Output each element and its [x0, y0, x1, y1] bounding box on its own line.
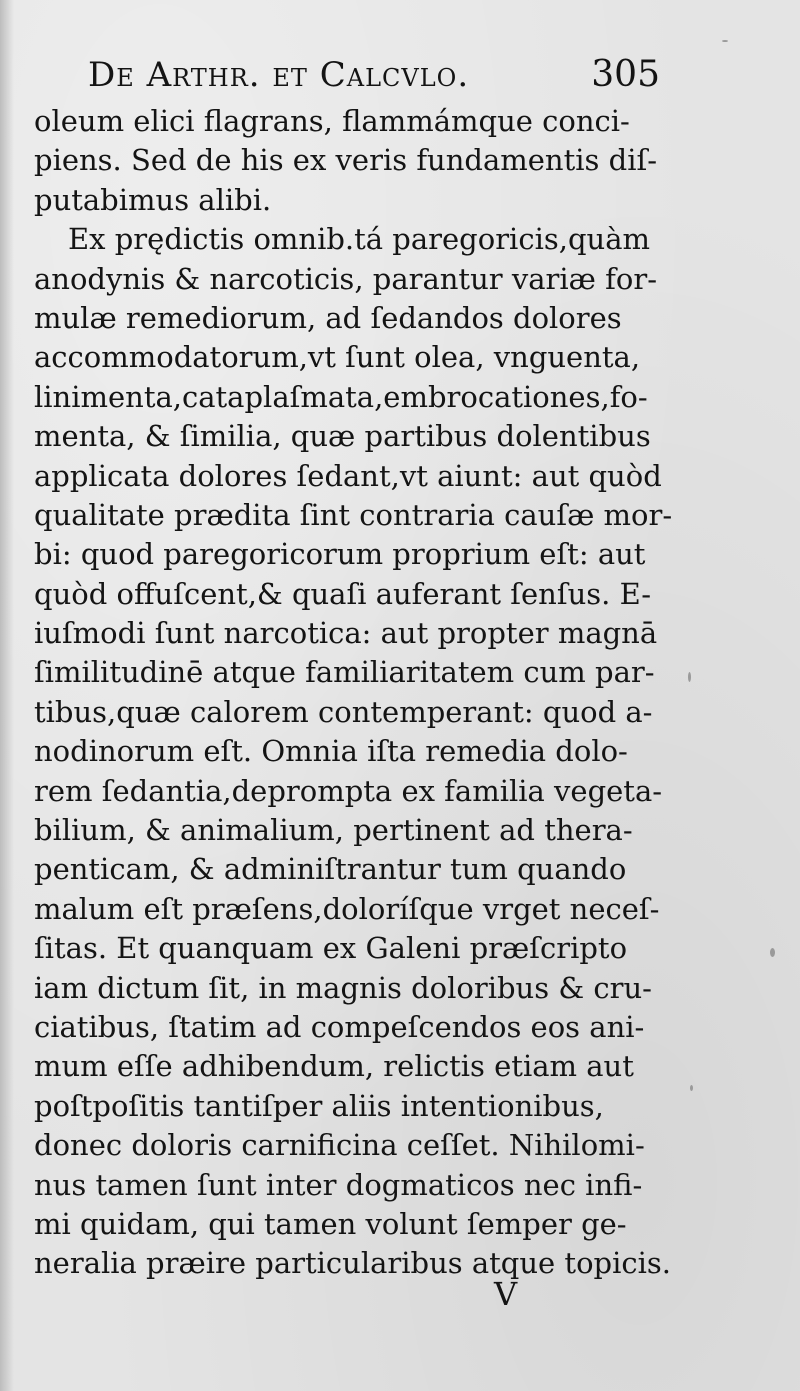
text-line: linimenta,cataplaſmata,embrocationes,fo-	[34, 379, 648, 414]
text-line: malum eſt præſens,doloríſque vrget neceſ-	[34, 891, 660, 926]
text-line: Ex prędictis omnib.tá paregoricis,quàm	[68, 222, 650, 257]
signature-mark: V	[494, 1275, 518, 1313]
text-line: penticam, & adminiſtrantur tum quando	[34, 852, 627, 887]
page-gutter-shadow	[0, 0, 14, 1391]
text-line: iuſmodi ſunt narcotica: aut propter magnā	[34, 616, 658, 651]
text-line: rem ſedantia,deprompta ex familia vegeta-	[34, 773, 663, 808]
page-number: 305	[591, 54, 660, 95]
text-line: anodynis & narcoticis, parantur variæ for-	[34, 261, 657, 296]
paper-speck	[722, 40, 728, 42]
paper-speck	[690, 1085, 693, 1091]
page-header	[88, 50, 660, 100]
text-line: tibus,quæ calorem contemperant: quod a-	[34, 694, 653, 729]
text-line: bi: quod paregoricorum proprium eſt: aut	[34, 537, 646, 572]
text-line: oleum elici flagrans, flammámque conci-	[34, 104, 630, 138]
text-line: menta, & ſimilia, quæ partibus dolentibus	[34, 419, 651, 454]
text-line: neralia præire particularibus atque topicis.	[34, 1246, 671, 1281]
text-line: accommodatorum,vt ſunt olea, vnguenta,	[34, 340, 641, 375]
text-line: mulæ remediorum, ad ſedandos dolores	[34, 300, 622, 335]
text-line: quòd offuſcent,& quaſi auferant ſenſus. E-	[34, 576, 652, 611]
text-line: piens. Sed de his ex veris fundamentis diſ-	[34, 143, 658, 178]
text-line: mum eſſe adhibendum, relictis etiam aut	[34, 1049, 634, 1084]
text-line: poſtpoſitis tantiſper aliis intentionibus,	[34, 1088, 604, 1123]
text-line: applicata dolores ſedant,vt aiunt: aut quòd	[34, 458, 662, 493]
text-line: mi quidam, qui tamen volunt ſemper ge-	[34, 1206, 627, 1241]
text-line: donec doloris carnificina ceſſet. Nihilomi-	[34, 1128, 645, 1163]
text-line: nus tamen ſunt inter dogmaticos nec infi-	[34, 1167, 643, 1202]
text-line: ciatibus, ſtatim ad compeſcendos eos ani-	[34, 1009, 645, 1044]
paper-speck	[770, 948, 775, 957]
text-line: putabimus alibi.	[34, 182, 272, 217]
text-line: qualitate prædita ſint contraria cauſæ mor-	[34, 497, 673, 532]
text-line: ſitas. Et quanquam ex Galeni præſcripto	[34, 931, 628, 966]
running-title: De Arthr. et Calcvlo.	[88, 55, 470, 95]
text-line: iam dictum ſit, in magnis doloribus & cru-	[34, 970, 652, 1005]
paper-speck	[688, 672, 691, 682]
text-line: nodinorum eſt. Omnia iſta remedia dolo-	[34, 734, 628, 769]
text-line: bilium, & animalium, pertinent ad thera-	[34, 813, 633, 848]
text-line: ſimilitudinē atque familiaritatem cum par-	[34, 655, 655, 690]
body-text	[34, 102, 673, 1284]
